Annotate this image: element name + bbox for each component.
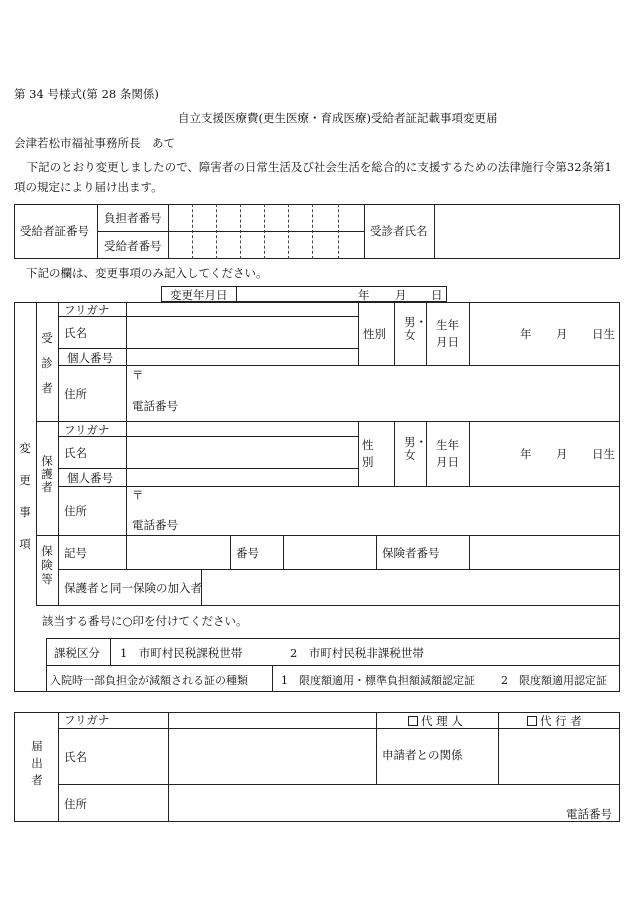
recipient-number-label: 受給者番号: [104, 239, 162, 253]
guardian-birth-label: 生年月日: [436, 438, 459, 469]
proxy-label: 代 行 者: [540, 714, 582, 728]
patient-birth-year: 年: [520, 327, 532, 341]
change-date-year: 年: [358, 288, 370, 302]
guardian-birth-month: 月: [556, 447, 568, 461]
patient-address-label: 住所: [64, 387, 87, 401]
guardian-personal-no-label: 個人番号: [67, 471, 113, 485]
hospital-option-1: 1 限度額適用・標準負担額減額認定証: [281, 674, 475, 687]
burden-number-label: 負担者番号: [104, 211, 162, 225]
agent-checkbox[interactable]: [408, 716, 418, 726]
patient-birth-day: 日生: [592, 327, 615, 341]
guardian-sex-label: 性別: [362, 438, 374, 469]
patient-sex-label: 性別: [363, 327, 386, 341]
patient-birth-label: 生年月日: [436, 318, 459, 349]
proxy-checkbox[interactable]: [527, 716, 537, 726]
changes-section-label: 変更事項: [19, 441, 31, 551]
applicant-section-label: 届出者: [31, 739, 43, 787]
instruction-text: 下記の欄は、変更事項のみ記入してください。: [26, 266, 268, 280]
tax-option-2: 2 市町村民税非課税世帯: [290, 646, 424, 660]
guardian-sex-options: 男・女: [404, 435, 427, 462]
guardian-phone-label: 電話番号: [132, 518, 178, 532]
tax-option-1: 1 市町村民税課税世帯: [120, 646, 243, 660]
agent-label: 代 理 人: [421, 714, 463, 728]
guardian-birth-year: 年: [520, 447, 532, 461]
guardian-name-label: 氏名: [64, 446, 87, 460]
patient-section-label: 受診者: [41, 331, 53, 395]
relation-label: 申請者との関係: [382, 748, 463, 762]
same-insurance-label: 保護者と同一保険の加入者: [64, 581, 202, 595]
patient-birth-month: 月: [556, 327, 568, 341]
patient-name-label: 氏名: [64, 326, 87, 340]
patient-furigana-label: フリガナ: [64, 303, 110, 317]
change-date-day: 日: [431, 288, 443, 302]
tax-category-label: 課税区分: [54, 646, 100, 660]
applicant-address-label: 住所: [64, 797, 87, 811]
recipient-card-label: 受給者証番号: [20, 224, 89, 238]
patient-sex-options: 男・女: [404, 315, 427, 342]
insurance-symbol-label: 記号: [64, 546, 87, 560]
addressee: 会津若松市福祉事務所長 あて: [14, 136, 175, 150]
applicant-name-label: 氏名: [64, 750, 87, 764]
agent-option[interactable]: [408, 713, 463, 729]
patient-name-label: 受診者氏名: [370, 224, 428, 238]
applicant-furigana-label: フリガナ: [64, 713, 110, 727]
insurance-section-label: 保険等: [41, 544, 53, 586]
form-number: 第 34 号様式(第 28 条関係): [14, 87, 159, 101]
guardian-furigana-label: フリガナ: [64, 423, 110, 437]
insurer-number-label: 保険者番号: [382, 546, 440, 560]
intro-paragraph: 下記のとおり変更しましたので、障害者の日常生活及び社会生活を総合的に支援するための法律施行令第32条第1項の規定により届け出ます。: [14, 160, 612, 194]
patient-personal-no-label: 個人番号: [67, 351, 113, 365]
guardian-address-label: 住所: [64, 504, 87, 518]
guardian-birth-day: 日生: [592, 447, 615, 461]
applicant-phone-label: 電話番号: [566, 807, 612, 821]
insurance-number-label: 番号: [236, 546, 259, 560]
circle-instruction: 該当する番号に○印を付けてください。: [42, 614, 248, 628]
guardian-section-label: 保護者: [41, 454, 53, 494]
proxy-option[interactable]: [527, 713, 582, 729]
form-title: 自立支援医療費(更生医療・育成医療)受給者証記載事項変更届: [178, 111, 498, 125]
patient-postal-mark: 〒: [132, 368, 144, 382]
hospital-cert-label: 入院時一部負担金が減額される証の種類: [50, 674, 248, 687]
patient-phone-label: 電話番号: [132, 399, 178, 413]
guardian-postal-mark: 〒: [132, 488, 144, 502]
hospital-option-2: 2 限度額適用認定証: [501, 674, 607, 687]
change-date-month: 月: [395, 288, 407, 302]
change-date-label: 変更年月日: [170, 288, 228, 302]
